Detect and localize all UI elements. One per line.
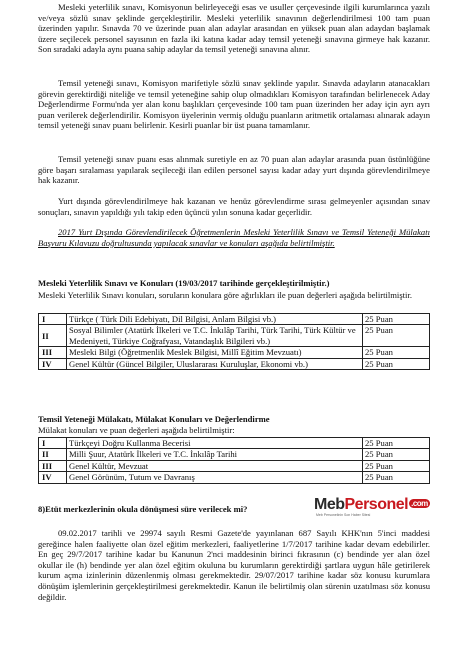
row-topic: Milli Şuur, Atatürk İlkeleri ve T.C. İnkılâp Tarihi xyxy=(67,449,363,460)
table-row xyxy=(39,314,430,325)
table-row xyxy=(39,449,430,460)
row-points: 25 Puan xyxy=(363,438,430,449)
paragraph-mesleki-yeterlilik: Mesleki yeterlilik sınavı, Komisyonun belirleyeceği esas ve usuller çerçevesinde ilgili kurumlarınca yazılı ve/veya sözlü sınav şeklinde gerçekleştirilir. Mesleki yeterlilik sınavının değerlendirilmesi 100 tam puan üzerinden yapılır. Sınavda 70 ve üzerinde puan alan adaylar arasından en yüksek puan alan adaydan başlamak üzere seçilecek personel sayısının en fazla iki katına kadar aday temsil yeteneği sınavına girmeye hak kazanır. Son sıradaki adayla aynı puana sahip adaylar da temsil yeteneği sınavına alınır. xyxy=(38,2,430,55)
row-points: 25 Puan xyxy=(363,347,430,358)
section-desc-temsil-yetenegi: Mülakat konuları ve puan değerleri aşağıda belirtilmiştir: xyxy=(38,425,235,435)
row-points: 25 Puan xyxy=(363,325,430,347)
row-points: 25 Puan xyxy=(363,358,430,369)
row-number: IV xyxy=(39,472,67,483)
table-row xyxy=(39,347,430,358)
table-row xyxy=(39,358,430,369)
section-title-mesleki-yeterlilik: Mesleki Yeterlilik Sınavı ve Konuları (19/03/2017 tarihinde gerçekleştirilmiştir.) xyxy=(38,278,330,288)
paragraph-temsil-yetenegi: Temsil yeteneği sınavı, Komisyon marifetiyle sözlü sınav şeklinde yapılır. Sınavda adayların atanacakları görevin gerektirdiği niteliğe ve temsil yeteneğine sahip olup olmadıkları Komisyon tarafından belirlenecek Aday Değerlendirme Formu'nda yer alan konu başlıkları çerçevesinde 100 tam puan üzerinden her aday için ayrı ayrı puan verilerek değerlendirilir. Komisyon üyelerinin vermiş olduğu puanların aritmetik ortalaması alınarak adayın temsil yeteneği sınav puanı belirlenir. Kesirli puanlar bir üst puana tamamlanır. xyxy=(38,78,430,131)
row-number: I xyxy=(39,438,67,449)
logo-wordmark: MebPersonel .com xyxy=(314,496,428,513)
table-row xyxy=(39,325,430,347)
row-topic: Genel Kültür (Güncel Bilgiler, Uluslararası Kuruluşlar, Ekonomi vb.) xyxy=(67,358,363,369)
row-number: III xyxy=(39,347,67,358)
row-topic: Genel Kültür, Mevzuat xyxy=(67,460,363,471)
row-topic: Türkçe ( Türk Dili Edebiyatı, Dil Bilgisi, Anlam Bilgisi vb.) xyxy=(67,314,363,325)
row-topic: Genel Görünüm, Tutum ve Davranış xyxy=(67,472,363,483)
paragraph-gecerlilik: Yurt dışında görevlendirilmeye hak kazanan ve henüz görevlendirme sırası gelmeyenler açısından sınav sonuçları, sınavın yapıldığı yılı takip eden üçüncü yılın sonuna kadar geçerlidir. xyxy=(38,196,430,217)
section-title-temsil-yetenegi: Temsil Yeteneği Mülakatı, Mülakat Konuları ve Değerlendirme xyxy=(38,414,270,424)
row-topic: Mesleki Bilgi (Öğretmenlik Meslek Bilgisi, Millî Eğitim Mevzuatı) xyxy=(67,347,363,358)
row-number: II xyxy=(39,325,67,347)
row-number: I xyxy=(39,314,67,325)
row-points: 25 Puan xyxy=(363,460,430,471)
table-row xyxy=(39,460,430,471)
paragraph-kilavuz: 2017 Yurt Dışında Görevlendirilecek Öğretmenlerin Mesleki Yeterlilik Sınavı ve Temsil Yeteneği Mülakatı Başvuru Kılavuzu doğrultusunda yapılacak sınavlar ve konuları aşağıda belirtilmiştir. xyxy=(38,227,430,248)
question-title: 8)Etüt merkezlerinin okula dönüşmesi süre verilecek mi? xyxy=(38,504,248,514)
row-number: III xyxy=(39,460,67,471)
row-points: 25 Puan xyxy=(363,314,430,325)
table-row xyxy=(39,472,430,483)
row-number: II xyxy=(39,449,67,460)
row-number: IV xyxy=(39,358,67,369)
table-row xyxy=(39,438,430,449)
table-temsil-yetenegi xyxy=(38,437,430,484)
row-topic: Türkçeyi Doğru Kullanma Becerisi xyxy=(67,438,363,449)
table-mesleki-yeterlilik xyxy=(38,313,430,370)
section-desc-mesleki-yeterlilik: Mesleki Yeterlilik Sınavı konuları, soruların konulara göre ağırlıkları ile puan değerleri aşağıda belirtilmiştir. xyxy=(38,290,412,300)
row-points: 25 Puan xyxy=(363,472,430,483)
row-topic: Sosyal Bilimler (Atatürk İlkeleri ve T.C. İnkılâp Tarihi, Türk Tarihi, Türk Kültür ve Medeniyeti, Türkiye Coğrafyası, Vatandaşlık Bilgileri vb.) xyxy=(67,325,363,347)
mebpersonel-logo[interactable] xyxy=(314,496,430,518)
row-points: 25 Puan xyxy=(363,449,430,460)
paragraph-basari-siralamasi: Temsil yeteneği sınav puanı esas alınmak suretiyle en az 70 puan alan adaylar arasında puan üstünlüğüne göre başarı sıralaması yapılarak seçileceği ilan edilen personel sayısı kadar aday yurt dışında görevlendirilmeye hak kazanır. xyxy=(38,154,430,186)
question-answer: 09.02.2017 tarihli ve 29974 sayılı Resmi Gazete'de yayınlanan 687 Sayılı KHK'nın 5'inci maddesi gereğince halen faaliyette olan özel eğitim merkezleri, faaliyetlerine 1/7/2017 tarihine kadar devam edebilirler. En geç 29/7/2017 tarihine kadar bu Kanunun 2'nci maddesinin birinci fıkrasının (c) bendinde yer alan özel okullar ile (h) bendinde yer alan özel eğitim okuluna bu kurumların gerektirdiği şartlara uygun hâle getirilerek kurum açma izinlerinin düzenlenmiş olması gerekmektedir. 29/07/2017 tarihine kadar söz konusu kurumlara dönüşüm işlemlerinin gerçekleştirilmesi gerekmektedir. Kanun ile belirtilmiş olan sürenin uzatılması söz konusu değildir. xyxy=(38,528,430,602)
logo-tagline: Meb Personelinin Son Haber Sitesi xyxy=(316,513,371,517)
